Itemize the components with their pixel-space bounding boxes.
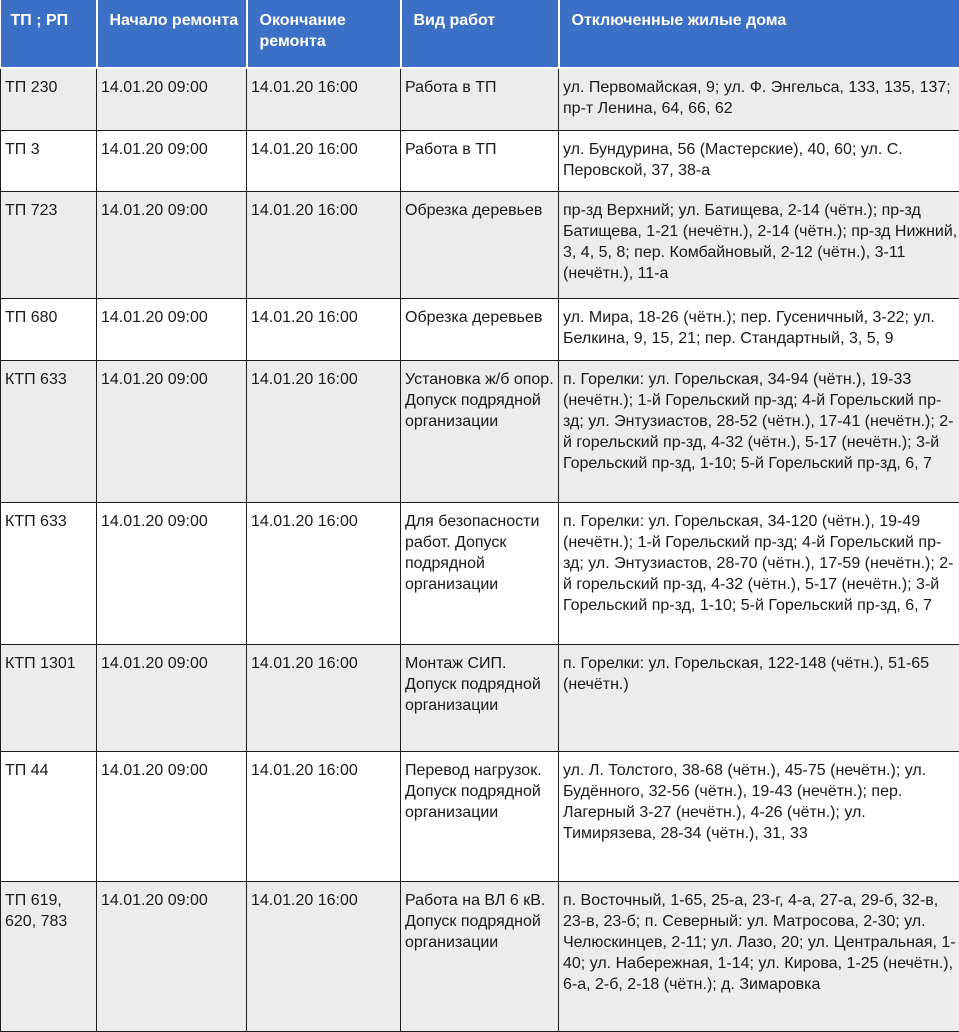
cell-work-type: Для безопасности работ. Допуск подрядной организации [401,502,559,644]
header-row [1,0,959,68]
cell-start: 14.01.20 09:00 [97,130,247,191]
table-row [1,502,959,644]
table-row [1,191,959,298]
cell-houses: ул. Бундурина, 56 (Мастерские), 40, 60; ул. С. Перовской, 37, 38-а [559,130,959,191]
cell-end: 14.01.20 16:00 [247,360,401,502]
cell-houses: ул. Первомайская, 9; ул. Ф. Энгельса, 133, 135, 137; пр-т Ленина, 64, 66, 62 [559,68,959,130]
cell-houses: ул. Мира, 18-26 (чётн.); пер. Гусеничный, 3-22; ул. Белкина, 9, 15, 21; пер. Стандартный, 3, 5, 9 [559,298,959,360]
header-tp: ТП ; РП [1,0,97,68]
cell-end: 14.01.20 16:00 [247,881,401,1031]
cell-tp: ТП 3 [1,130,97,191]
cell-work-type: Установка ж/б опор. Допуск подрядной организации [401,360,559,502]
cell-tp: ТП 44 [1,751,97,881]
table-row [1,644,959,751]
table-row [1,130,959,191]
cell-start: 14.01.20 09:00 [97,881,247,1031]
cell-work-type: Работа на ВЛ 6 кВ. Допуск подрядной организации [401,881,559,1031]
cell-work-type: Монтаж СИП. Допуск подрядной организации [401,644,559,751]
table-row [1,881,959,1031]
cell-work-type: Работа в ТП [401,130,559,191]
cell-work-type: Обрезка деревьев [401,191,559,298]
cell-tp: ТП 680 [1,298,97,360]
header-houses: Отключенные жилые дома [559,0,959,68]
table-row [1,68,959,130]
cell-tp: ТП 619, 620, 783 [1,881,97,1031]
table-row [1,360,959,502]
cell-start: 14.01.20 09:00 [97,360,247,502]
cell-work-type: Перевод нагрузок. Допуск подрядной организации [401,751,559,881]
cell-start: 14.01.20 09:00 [97,298,247,360]
cell-end: 14.01.20 16:00 [247,644,401,751]
header-work-type: Вид работ [401,0,559,68]
cell-houses: п. Горелки: ул. Горельская, 34-94 (чётн.), 19-33 (нечётн.); 1-й Горельский пр-зд; 4-й Горельский пр-зд; ул. Энтузиастов, 28-52 (чётн.), 17-41 (нечётн.); 2-й горельский пр-зд, 4-32 (чётн.), 5-17 (нечётн.); 3-й Горельский пр-зд, 1-10; 5-й Горельский пр-зд, 6, 7 [559,360,959,502]
table-row [1,298,959,360]
header-start: Начало ремонта [97,0,247,68]
cell-end: 14.01.20 16:00 [247,68,401,130]
cell-tp: КТП 633 [1,360,97,502]
cell-work-type: Работа в ТП [401,68,559,130]
cell-start: 14.01.20 09:00 [97,191,247,298]
cell-work-type: Обрезка деревьев [401,298,559,360]
cell-start: 14.01.20 09:00 [97,751,247,881]
cell-houses: п. Восточный, 1-65, 25-а, 23-г, 4-а, 27-а, 29-б, 32-в, 23-в, 23-б; п. Северный: ул. Матросова, 2-30; ул. Челюскинцев, 2-11; ул. Лазо, 20; ул. Центральная, 1-40; ул. Набережная, 1-14; ул. Кирова, 1-25 (нечётн.), 6-а, 2-б, 2-18 (чётн.); д. Зимаровка [559,881,959,1031]
cell-start: 14.01.20 09:00 [97,644,247,751]
cell-end: 14.01.20 16:00 [247,130,401,191]
cell-end: 14.01.20 16:00 [247,191,401,298]
cell-tp: ТП 723 [1,191,97,298]
cell-end: 14.01.20 16:00 [247,298,401,360]
cell-start: 14.01.20 09:00 [97,502,247,644]
cell-houses: п. Горелки: ул. Горельская, 122-148 (чётн.), 51-65 (нечётн.) [559,644,959,751]
cell-houses: ул. Л. Толстого, 38-68 (чётн.), 45-75 (нечётн.); ул. Будённого, 32-56 (чётн.), 19-43 (нечётн.); пер. Лагерный 3-27 (нечётн.), 4-26 (чётн.); ул. Тимирязева, 28-34 (чётн.), 31, 33 [559,751,959,881]
table-row [1,751,959,881]
cell-start: 14.01.20 09:00 [97,68,247,130]
cell-tp: ТП 230 [1,68,97,130]
cell-houses: п. Горелки: ул. Горельская, 34-120 (чётн.), 19-49 (нечётн.); 1-й Горельский пр-зд; 4-й Горельский пр-зд; ул. Энтузиастов, 28-70 (чётн.), 17-59 (нечётн.); 2-й горельский пр-зд, 4-32 (чётн.), 5-17 (нечётн.); 3-й Горельский пр-зд, 1-10; 5-й Горельский пр-зд, 6, 7 [559,502,959,644]
cell-tp: КТП 633 [1,502,97,644]
header-end: Окончание ремонта [247,0,401,68]
cell-end: 14.01.20 16:00 [247,502,401,644]
cell-tp: КТП 1301 [1,644,97,751]
cell-end: 14.01.20 16:00 [247,751,401,881]
cell-houses: пр-зд Верхний; ул. Батищева, 2-14 (чётн.); пр-зд Батищева, 1-21 (нечётн.), 2-14 (чётн.); пр-зд Нижний, 3, 4, 5, 8; пер. Комбайновый, 2-12 (чётн.), 3-11 (нечётн.), 11-а [559,191,959,298]
